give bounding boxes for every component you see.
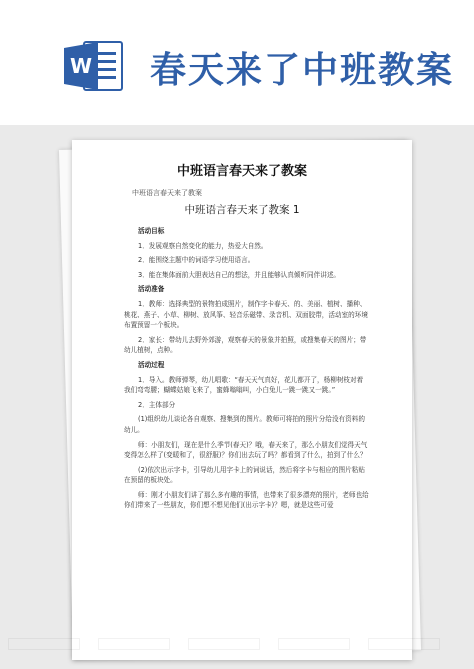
paragraph: 1．导入。教师弹琴，幼儿唱歌：“春天天气真好，花儿都开了，杨柳树枝对着我们弯弯腰；蝴蝶姑娘飞来了，蜜蜂嗡嗡叫，小白兔儿一跳一跳又一跳。” [124,375,364,395]
page-title: 春天来了中班教案 [150,50,455,91]
word-logo-letter: W [69,54,93,78]
paragraph: 1．教师：选择典型的景物拍成照片，制作字卡春天、的、美丽、植树、播种、桃花、燕子、小草、柳树、放风筝、轻音乐磁带、录音机、双面胶带，活动室的环境布置预留一个板块。 [124,299,368,330]
paragraph: 师：刚才小朋友们讲了那么多有趣的事情，也带来了很多漂亮的照片，老师也给你们带来了一些朋友，你们想不想见他们(出示字卡)？嗯，就是这些可爱 [124,490,369,510]
section-heading: 活动准备 [138,285,165,294]
document-title: 中班语言春天来了教案 [176,164,307,179]
paragraph: 2．家长：带幼儿去野外郊游，观察春天的景象并拍照，或搜集春天的图片；带幼儿植树，点种。 [124,335,367,355]
paragraph: 3．能在集体面前大胆表达自己的想法，并且能够认真倾听同伴讲述。 [138,270,341,279]
document-body [124,226,369,515]
paragraph: (2)依次出示字卡，引导幼儿用字卡上的词说话，然后将字卡与相应的图片粘贴在预留的板块处。 [124,465,365,485]
section-heading: 活动过程 [138,360,165,369]
paragraph: 师：小朋友们，现在是什么季节(春天)？哦，春天来了，那么小朋友们觉得天气变得怎么样了(变暖和了，很舒服)？你们出去玩了吗？都看到了什么，拍到了什么？ [124,440,368,460]
paragraph: 2．能围绕主题中的词语学习使用语言。 [138,256,255,265]
document-heading: 中班语言春天来了教案 1 [184,204,300,216]
paragraph: 2．主体部分 [138,400,176,409]
header-banner [0,0,474,125]
document-subtitle: 中班语言春天来了教案 [132,189,202,197]
word-icon [62,38,124,94]
paragraph: (1)组织幼儿谈论各自观察、搜集到的图片。教师可将拍的照片分给没有资料的幼儿。 [124,415,365,434]
section-heading: 活动目标 [138,227,165,235]
document-page [72,140,412,660]
paragraph: 1．发展观察自然变化的能力，热爱大自然。 [138,241,268,250]
